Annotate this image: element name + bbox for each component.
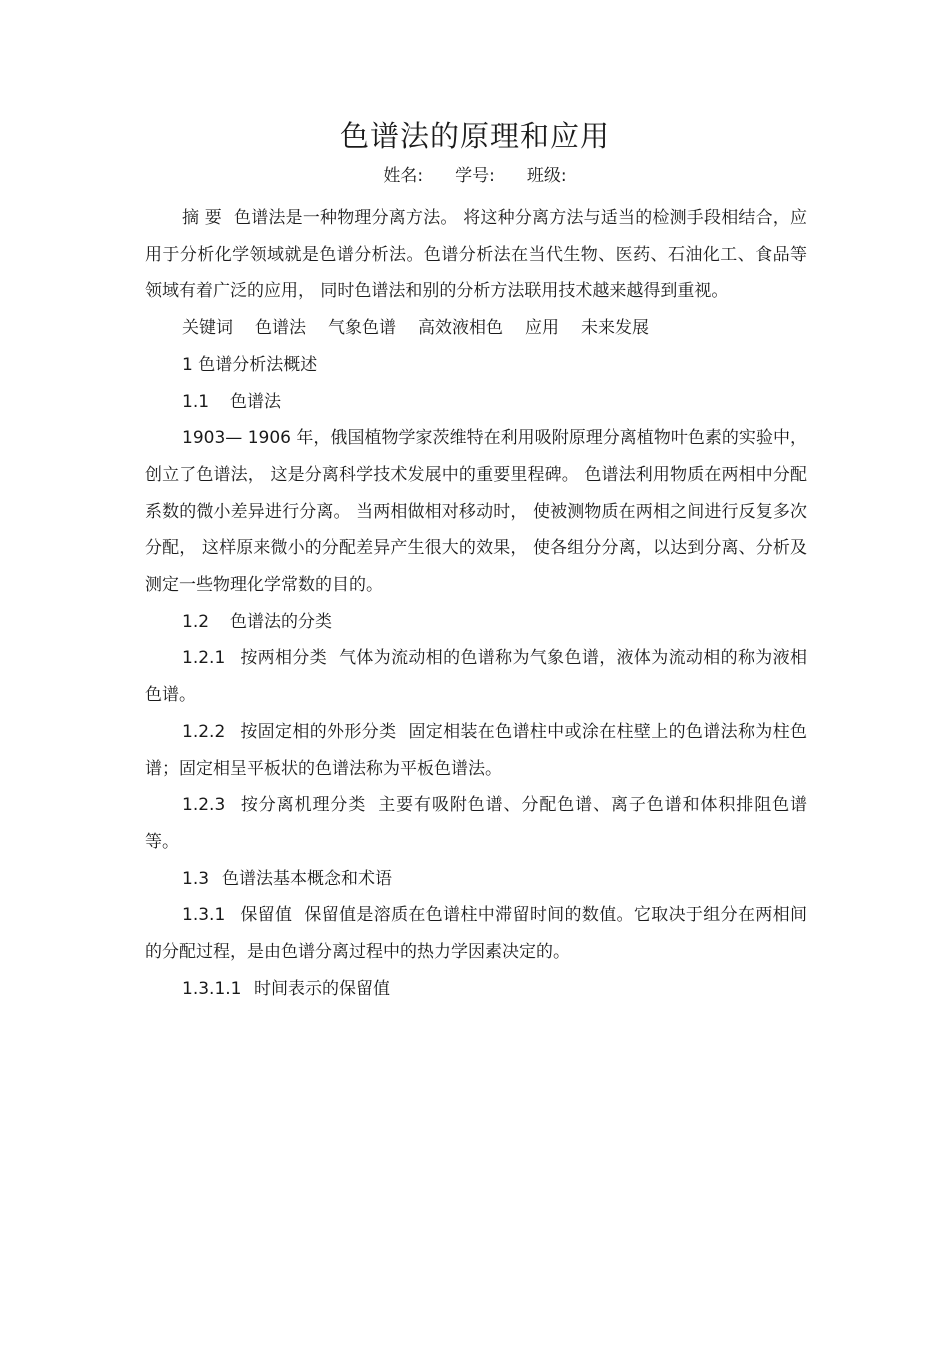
- keywords-label: 关键词: [182, 318, 233, 339]
- section-text: 固定相装在色谱柱中或涂在柱壁上的色谱法称为柱色谱；固定相呈平板状的色谱法称为平板色谱法。: [145, 721, 807, 779]
- section-number: 1.2.3: [182, 795, 226, 816]
- section-title: 色谱法基本概念和术语: [222, 868, 392, 889]
- keyword-item: 未来发展: [581, 318, 649, 339]
- author-info-line: [0, 163, 950, 189]
- section-heading-1-3: [145, 861, 807, 898]
- section-1-2-2-paragraph: [145, 714, 807, 787]
- section-1-1-paragraph: 1903— 1906 年，俄国植物学家茨维特在利用吸附原理分离植物叶色素的实验中，创立了色谱法， 这是分离科学技术发展中的重要里程碑。 色谱法利用物质在两相中分配系数的微小差异进行分离。 当两相做相对移动时， 使被测物质在两相之间进行反复多次分配， 这样原来微小的分配差异产生很大的效果， 使各组分分离，以达到分离、分析及测定一些物理化学常数的目的。: [145, 428, 807, 596]
- keyword-item: 色谱法: [255, 318, 306, 339]
- section-1-3-1-paragraph: [145, 897, 807, 970]
- abstract-text: 色谱法是一种物理分离方法。 将这种分离方法与适当的检测手段相结合，应用于分析化学领域就是色谱分析法。色谱分析法在当代生物、医药、石油化工、食品等领域有着广泛的应用， 同时色谱法和别的分析方法联用技术越来越得到重视。: [145, 208, 808, 302]
- section-number: 1.3.1.1: [182, 978, 242, 999]
- section-text: 保留值是溶质在色谱柱中滞留时间的数值。它取决于组分在两相间的分配过程，是由色谱分离过程中的热力学因素决定的。: [145, 905, 807, 963]
- section-number: 1.2.2: [182, 721, 226, 742]
- section-heading-1-2: [145, 604, 807, 641]
- section-1-2-1-paragraph: [145, 640, 807, 713]
- section-heading-1-3-1-1: [145, 971, 807, 1008]
- name-label: 姓名:: [383, 166, 424, 186]
- section-lead: 保留值: [240, 905, 293, 926]
- section-text: 气体为流动相的色谱称为气象色谱，液体为流动相的称为液相色谱。: [145, 648, 807, 706]
- keywords-line: [145, 310, 807, 347]
- section-title: 色谱法的分类: [230, 611, 332, 632]
- section-title: 色谱法: [230, 391, 281, 412]
- keyword-item: 应用: [525, 318, 559, 339]
- keyword-item: 高效液相色: [418, 318, 503, 339]
- section-heading-1-1: [145, 384, 807, 421]
- section-title: 时间表示的保留值: [254, 978, 390, 999]
- section-lead: 按固定相的外形分类: [240, 721, 397, 742]
- abstract-label: 摘 要: [182, 208, 223, 228]
- document-title: 色谱法的原理和应用: [339, 119, 610, 153]
- keyword-item: 气象色谱: [328, 318, 396, 339]
- section-lead: 按两相分类: [240, 648, 328, 669]
- section-number: 1.1: [182, 391, 210, 412]
- class-label: 班级:: [526, 166, 567, 186]
- student-id-label: 学号:: [455, 166, 495, 186]
- section-lead: 按分离机理分类: [240, 795, 367, 816]
- abstract-paragraph: [145, 200, 807, 310]
- section-text: 主要有吸附色谱、分配色谱、离子色谱和体积排阻色谱等。: [145, 795, 808, 852]
- section-number: 1.2.1: [182, 648, 226, 669]
- section-number: 1.3: [182, 868, 210, 889]
- document-body: [145, 200, 807, 1007]
- section-number: 1.3.1: [182, 905, 226, 926]
- section-heading-1: 1 色谱分析法概述: [182, 354, 318, 375]
- section-1-2-3-paragraph: [145, 787, 807, 860]
- section-number: 1.2: [182, 611, 210, 632]
